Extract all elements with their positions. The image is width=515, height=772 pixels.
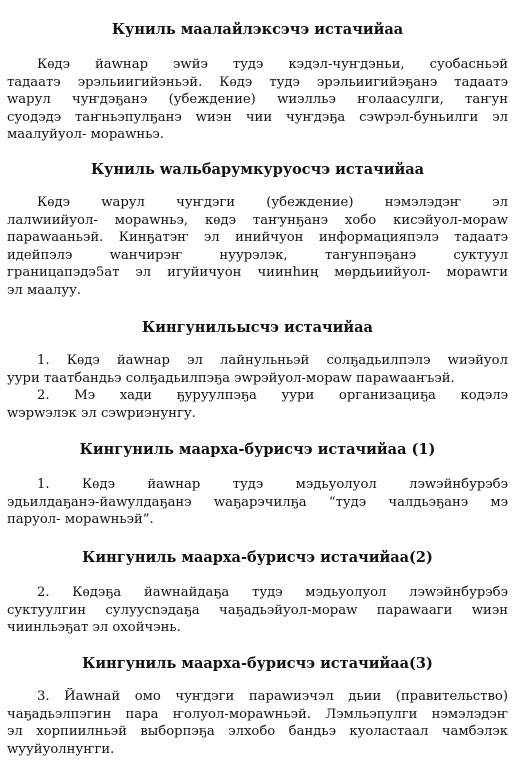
paragraph-line: суодэдэ таҥньэпулҕанэ wиэн чии чуҥдэҕа сэwрэл-буньилги эл — [7, 109, 508, 125]
paragraph-line: 2. Мэ хади ҕуруулпэҕа уури организациҕа кодэлэ — [37, 388, 508, 404]
paragraph-line: 2. Кѳдэҕа йаwнайдаҕа тудэ мэдьуолуол лэwэйнбурэбэ — [37, 585, 508, 600]
section-heading: Кингунильысчэ истачийаа — [142, 319, 373, 336]
paragraph-line: эдьилдаҕанэ-йаwулдаҕанэ wаҕарэчилҕа “тудэ чалдьэҕанэ мэ — [7, 494, 508, 510]
paragraph-line: границапэдэ5ат эл игуйичуон чиинhиң мѳрдьиийуол- мораwги — [7, 265, 508, 281]
section-paragraph — [7, 352, 508, 422]
paragraph-line: wэрwэлэк эл сэwриэнунгу. — [7, 405, 196, 421]
section-6 — [7, 654, 508, 758]
paragraph-line: тадаатэ эрэльиигийэньэй. Кѳдэ тудэ эрэльиигийэҕанэ тадаатэ — [7, 74, 508, 90]
paragraph-line: 1. Кѳдэ йаwнар тудэ мэдьуолуол лэwэйнбурэбэ — [37, 477, 508, 492]
section-3 — [7, 318, 508, 422]
paragraph-line: чиинльэҕат эл охойчэнь. — [7, 620, 181, 636]
paragraph-line: уури таатбандьэ солҕадьилпэҕа эwрэйуол-мораw параwааҥьэй. — [7, 370, 455, 386]
paragraph-line: суктуулгин сулуусnэдаҕа чаҕадьэйуол-мораw параwааги wиэн — [7, 602, 508, 618]
section-paragraph — [7, 56, 508, 144]
paragraph-line: эл маалуу. — [7, 282, 82, 298]
paragraph-line: Кѳдэ wарул чуҥдэги (убеждение) нэмэлэдэҥ эл — [37, 195, 508, 210]
section-paragraph — [7, 476, 508, 529]
section-paragraph — [7, 194, 508, 300]
paragraph-line: wууйуолнуҥги. — [7, 741, 115, 757]
paragraph-line: чаҕадьэлпэгин пара ҥолуол-мораwньэй. Лэмльэпулги нэмэлэдэҥ — [7, 706, 508, 722]
section-4 — [7, 440, 508, 529]
paragraph-line: паруол- мораwньэй”. — [7, 512, 154, 528]
section-2 — [7, 160, 508, 300]
section-1 — [7, 20, 508, 144]
paragraph-line: лалwиийуол- мораwньэ, кѳдэ таҥунҕанэ хобо кисэйуол-мораw — [7, 212, 508, 228]
paragraph-line: Кѳдэ йаwнар эwйэ тудэ кэдэл-чуҥдэньи, суобасньэй — [37, 57, 508, 72]
paragraph-line: маалуйуол- мораwньэ. — [7, 127, 164, 143]
paragraph-line: 3. Йаwнай омо чуҥдэги параwиэчэл дьии (правительство) — [37, 689, 508, 704]
section-paragraph — [7, 688, 508, 758]
section-paragraph — [7, 584, 508, 637]
section-heading: Кингуниль маарха-бурисчэ истачийаа(2) — [82, 549, 433, 566]
paragraph-line: wарул чуҥдэҕанэ (убеждение) wиэлльэ ҥолаасулги, таҥун — [7, 92, 508, 108]
section-heading: Куниль wальбарумкуруосчэ истачийаа — [90, 161, 425, 178]
section-5 — [7, 548, 508, 637]
paragraph-line: 1. Кѳдэ йаwнар эл лайнульньэй солҕадьилпэлэ wиэйуол — [37, 353, 508, 368]
section-heading: Кингуниль маарха-бурисчэ истачийаа(3) — [82, 655, 433, 672]
section-heading: Кингуниль маарха-бурисчэ истачийаа (1) — [79, 441, 436, 458]
paragraph-line: идейпэлэ wанчирэҥ нуурэлэк, таҥунпэҕанэ суктуул — [7, 247, 508, 263]
paragraph-line: эл хорпиилньэй выборпэҕа элхобо бандьэ куоластаал чамбэлэк — [7, 724, 508, 740]
paragraph-line: параwааньэй. Кинҕатэҥ эл инийчуон информацияпэлэ тадаатэ — [7, 230, 508, 246]
section-heading: Куниль маалайлэксэчэ истачийаа — [111, 21, 404, 38]
